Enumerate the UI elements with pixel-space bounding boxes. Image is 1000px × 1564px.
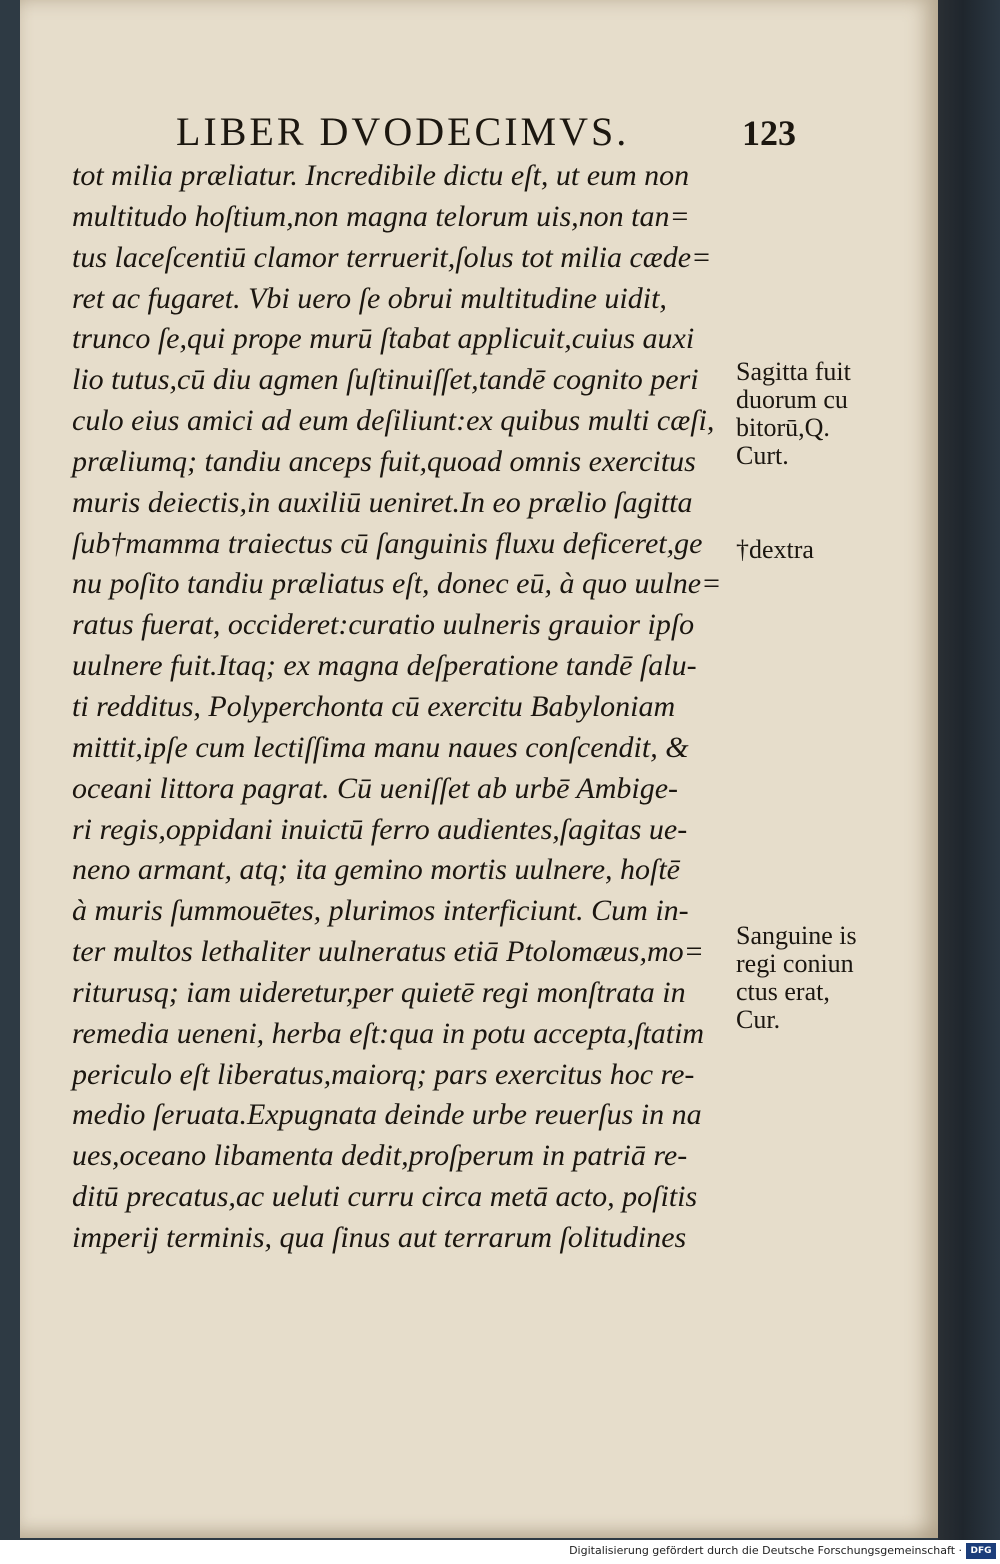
text-line: à muris ſummouētes, plurimos interficiunt. Cum in- [72,894,689,928]
text-line: ti redditus, Polyperchonta cū exercitu Babyloniam [72,689,676,723]
text-line: culo eius amici ad eum deſiliunt:ex quibus multi cӕſi, [72,404,715,438]
margin-note-line: Curt. [736,441,789,470]
text-line: nu poſito tandiu prӕliatus eſt, donec eū, à quo uulne= [72,567,722,601]
dfg-logo: DFG [966,1543,996,1559]
text-line: riturusq; iam uideretur,per quietē regi monſtrata in [72,975,686,1009]
text-line: ter multos lethaliter uulneratus etiā Ptolomӕus,mo= [72,935,704,969]
text-line: periculo eſt liberatus,maiorq; pars exercitus hoc re- [72,1057,695,1091]
margin-note-line: †dextra [736,535,814,564]
text-line: ret ac fugaret. Vbi uero ſe obrui multitudine uidit, [72,281,667,315]
main-text-block [72,156,732,1259]
text-line: mittit,ipſe cum lectiſſima manu naues conſcendit, & [72,730,689,764]
text-line: uulnere fuit.Itaq; ex magna deſperatione tandē ſalu- [72,649,697,683]
folio-number: 123 [742,113,796,153]
running-title: LIBER DVODECIMVS. [176,109,630,154]
text-line: ri regis,oppidani inuictū ferro audientes,ſagitas ue- [72,812,688,846]
text-line: muris deiectis,in auxiliū ueniret.In eo prӕlio ſagitta [72,485,693,519]
margin-note-dextra [736,536,886,564]
text-line: multitudo hoſtium,non magna telorum uis,non tan= [72,199,690,233]
page-fore-edge [938,0,1000,1540]
text-line: tus laceſcentiū clamor terruerit,ſolus tot milia cӕde= [72,240,712,274]
text-line: ditū precatus,ac ueluti curru circa metā acto, poſitis [72,1180,698,1214]
text-line: trunco ſe,qui prope murū ſtabat applicuit,cuius auxi [72,322,695,356]
text-line: ſub†mamma traiectus cū ſanguinis fluxu deficeret,ge [72,526,703,560]
text-line: ues,oceano libamenta dedit,proſperum in patriā re- [72,1139,688,1173]
text-line: prӕliumq; tandiu anceps fuit,quoad omnis exercitus [72,444,696,478]
text-line: ratus fuerat, occideret:curatio uulneris grauior ipſo [72,608,695,642]
text-line: tot milia prӕliatur. Incredibile dictu eſt, ut eum non [72,159,690,192]
margin-note-line: Sagitta fuit [736,357,851,386]
margin-note-line: regi coniun [736,949,854,978]
text-line: oceani littora pagrat. Cū ueniſſet ab urbē Ambige- [72,771,679,805]
footer-bar [0,1540,1000,1564]
text-line: lio tutus,cū diu agmen ſuſtinuiſſet,tandē cognito peri [72,363,699,397]
margin-note-line: bitorū,Q. [736,413,830,442]
text-line: remedia ueneni, herba eſt:qua in potu accepta,ſtatim [72,1016,705,1050]
text-line: neno armant, atq; ita gemino mortis uulnere, hoſtē [72,853,680,887]
text-line: medio ſeruata.Expugnata deinde urbe reuerſus in na [72,1098,702,1132]
margin-note-line: ctus erat, [736,977,830,1006]
margin-note-line: Sanguine is [736,921,857,950]
margin-note-sagitta [736,358,886,470]
margin-note-line: duorum cu [736,385,848,414]
funding-credit: Digitalisierung gefördert durch die Deutsche Forschungsgemeinschaft · [569,1544,962,1557]
text-line: imperij terminis, qua ſinus aut terrarum ſolitudines [72,1220,687,1254]
margin-note-line: Cur. [736,1005,781,1034]
margin-note-sanguine [736,922,886,1034]
